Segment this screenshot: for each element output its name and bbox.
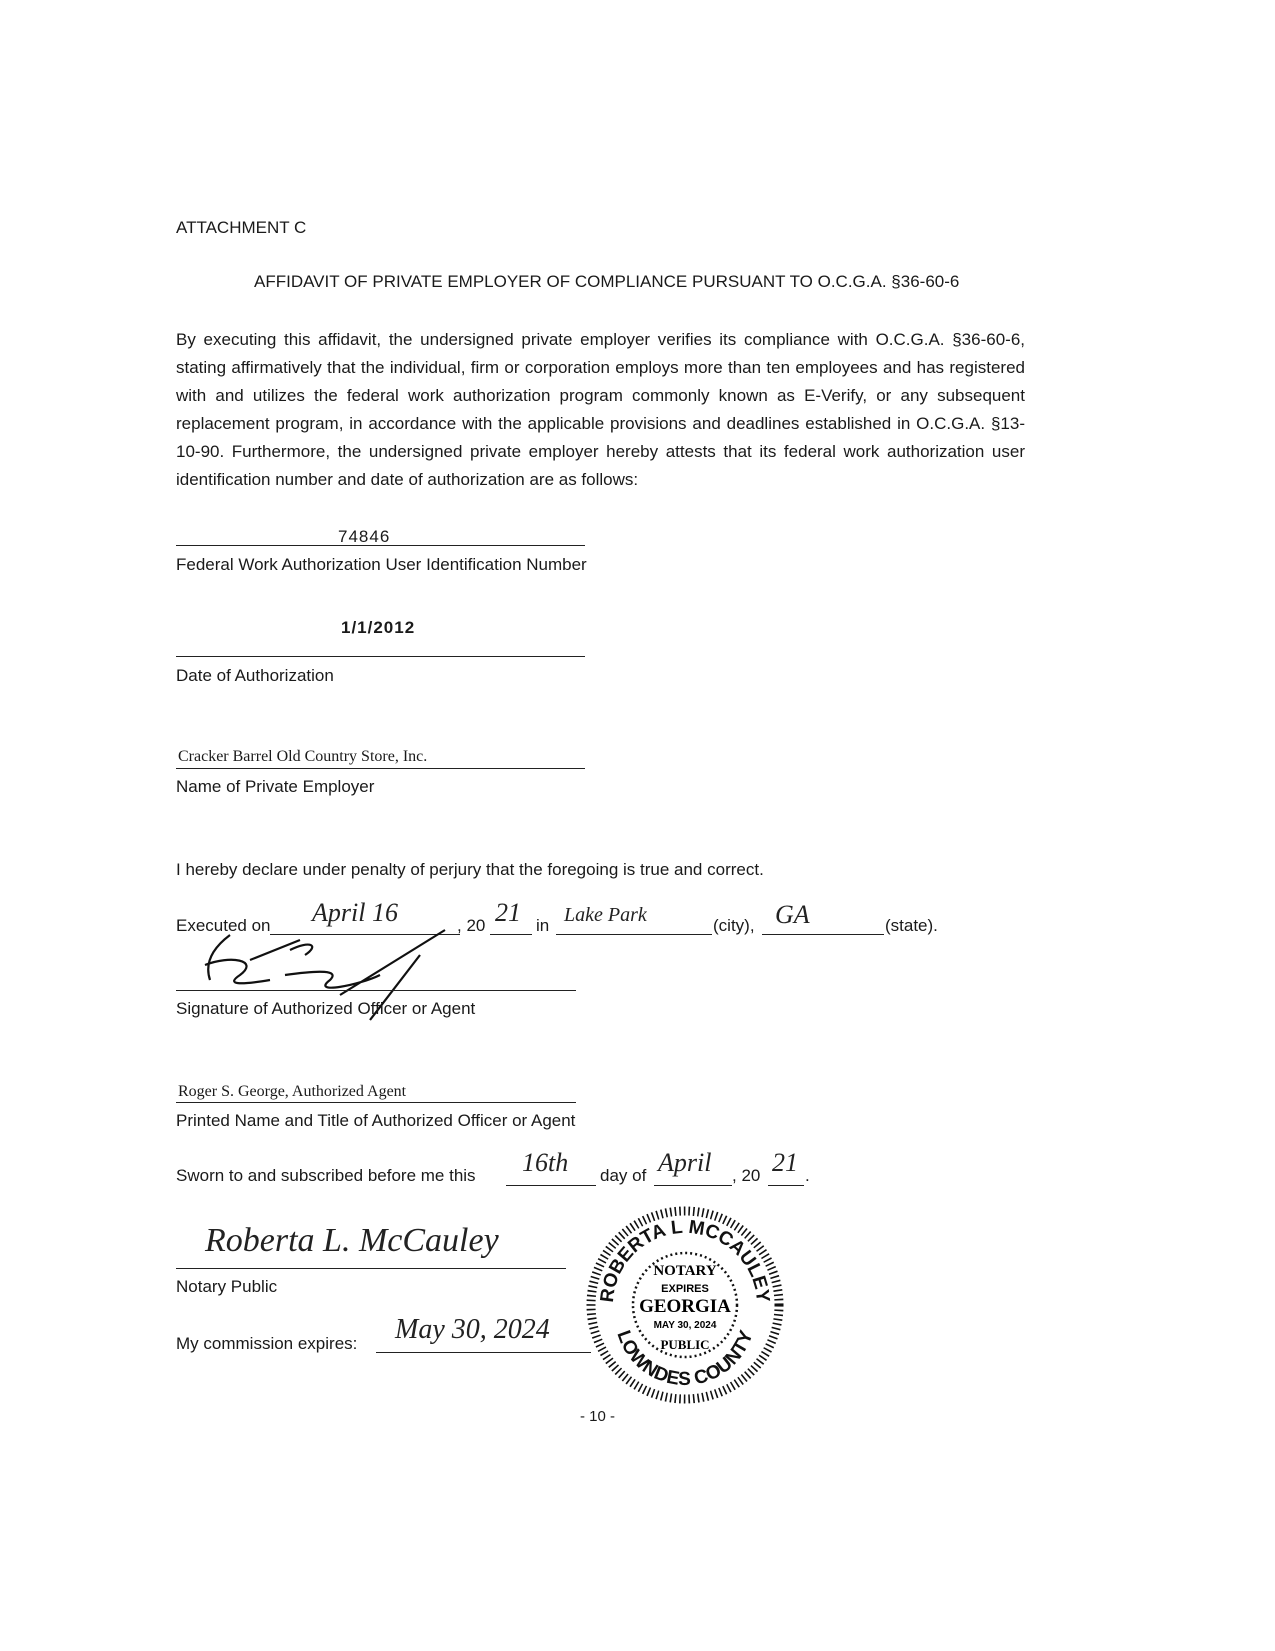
executed-label: Executed on bbox=[176, 916, 271, 935]
notary-line bbox=[176, 1268, 566, 1269]
day-line bbox=[506, 1185, 596, 1186]
notary-label: Notary Public bbox=[176, 1277, 278, 1296]
auth-date-label: Date of Authorization bbox=[176, 666, 334, 685]
state-line bbox=[762, 934, 884, 935]
auth-date-line bbox=[176, 656, 585, 657]
sworn-month: April bbox=[658, 1148, 712, 1177]
user-id-value: 74846 bbox=[338, 527, 391, 546]
document-title: AFFIDAVIT OF PRIVATE EMPLOYER OF COMPLIANCE PURSUANT TO O.C.G.A. §36-60-6 bbox=[254, 272, 960, 291]
notary-seal bbox=[585, 1205, 785, 1405]
seal-name: ROBERTA L MCCAULEY bbox=[596, 1216, 774, 1304]
day-of-label: day of bbox=[600, 1166, 647, 1185]
commission-label: My commission expires: bbox=[176, 1334, 358, 1353]
commission-line bbox=[376, 1352, 591, 1353]
seal-expires: EXPIRES bbox=[661, 1283, 709, 1295]
notary-signature: Roberta L. McCauley bbox=[205, 1222, 499, 1259]
month-line bbox=[654, 1185, 732, 1186]
year-prefix: , 20 bbox=[457, 916, 486, 935]
seal-county: LOWNDES COUNTY bbox=[612, 1327, 758, 1391]
seal-top: NOTARY bbox=[653, 1263, 717, 1279]
employer-value: Cracker Barrel Old Country Store, Inc. bbox=[178, 748, 428, 765]
city-label: (city), bbox=[713, 916, 755, 935]
body-paragraph: By executing this affidavit, the undersigned private employer verifies its compliance with O.C.G.A. §36-60-6, stating affirmatively that the individual, firm or corporation employs more than ten employees and has registered with and utilizes the federal work authorization program commonly known as E-Verify, or any subsequent replacement program, in accordance with the applicable provisions and deadlines established in O.C.G.A. §13-10-90. Furthermore, the undersigned private employer hereby attests that its federal work authorization user identification number and date of authorization are as follows: bbox=[176, 330, 1025, 489]
sworn-end: . bbox=[805, 1166, 810, 1185]
city-line bbox=[556, 934, 712, 935]
year-line bbox=[490, 934, 532, 935]
executed-state: GA bbox=[775, 900, 810, 929]
sworn-year: 21 bbox=[772, 1148, 798, 1177]
printed-name-line bbox=[176, 1102, 576, 1103]
declaration: I hereby declare under penalty of perjury that the foregoing is true and correct. bbox=[176, 860, 764, 879]
printed-name-label: Printed Name and Title of Authorized Officer or Agent bbox=[176, 1111, 576, 1130]
employer-label: Name of Private Employer bbox=[176, 777, 375, 796]
seal-date: MAY 30, 2024 bbox=[653, 1320, 717, 1331]
state-label: (state). bbox=[885, 916, 938, 935]
executed-year: 21 bbox=[495, 898, 521, 927]
signature-label: Signature of Authorized Officer or Agent bbox=[176, 999, 476, 1018]
executed-date: April 16 bbox=[312, 898, 398, 927]
commission-value: May 30, 2024 bbox=[395, 1314, 550, 1345]
sworn-day: 16th bbox=[522, 1148, 569, 1177]
in-label: in bbox=[536, 916, 550, 935]
executed-city: Lake Park bbox=[564, 904, 647, 926]
seal-bottom: PUBLIC bbox=[660, 1337, 710, 1352]
attachment-label: ATTACHMENT C bbox=[176, 218, 307, 237]
sworn-year-prefix: , 20 bbox=[732, 1166, 761, 1185]
auth-date-value: 1/1/2012 bbox=[341, 618, 416, 637]
sworn-year-line bbox=[768, 1185, 804, 1186]
printed-name-value: Roger S. George, Authorized Agent bbox=[178, 1083, 407, 1100]
employer-line bbox=[176, 768, 585, 769]
user-id-line bbox=[176, 545, 585, 546]
user-id-label: Federal Work Authorization User Identification Number bbox=[176, 555, 587, 574]
page-number: - 10 - bbox=[580, 1408, 616, 1425]
seal-state: GEORGIA bbox=[639, 1296, 731, 1317]
sworn-label: Sworn to and subscribed before me this bbox=[176, 1166, 476, 1185]
signature-line bbox=[176, 990, 576, 991]
